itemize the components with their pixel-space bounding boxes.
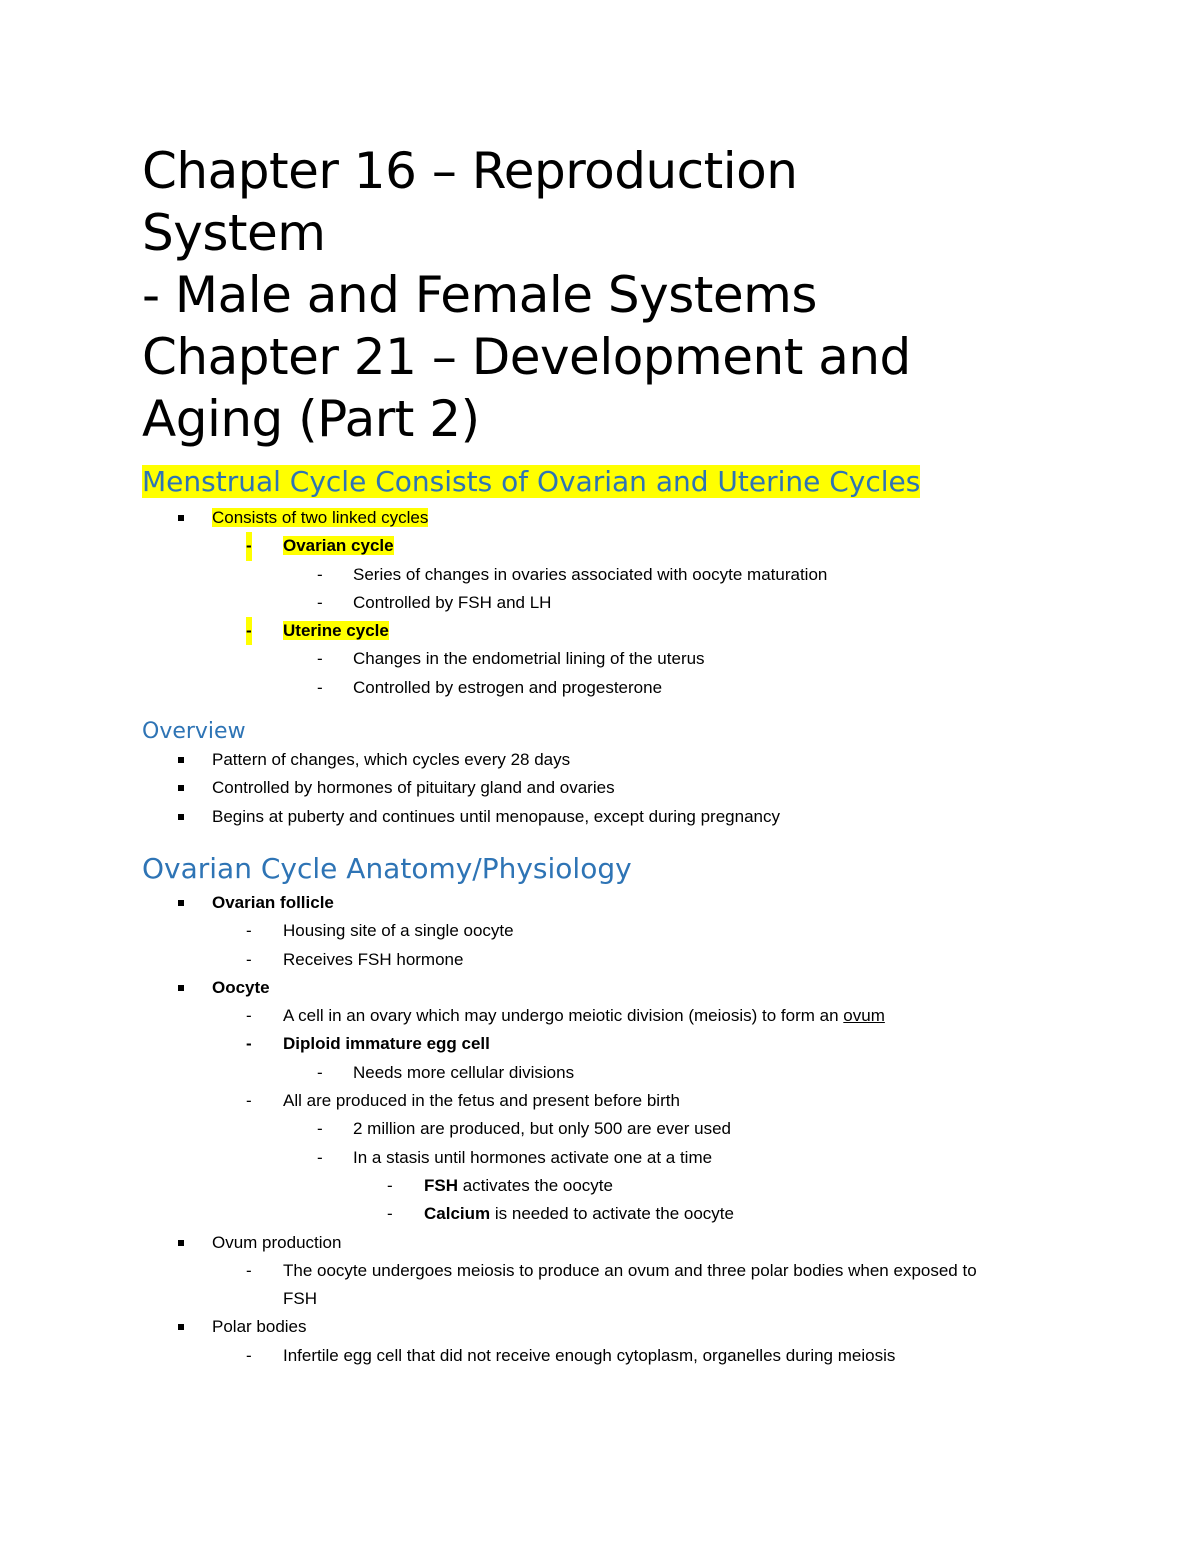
document-title [142, 140, 1042, 450]
list-item [142, 1059, 1042, 1087]
dash-icon: - [317, 1062, 323, 1082]
list-item [142, 1200, 1042, 1228]
item-text: Ovarian follicle [212, 892, 334, 912]
dash-icon: - [246, 1345, 252, 1365]
dash-icon: - [317, 677, 323, 697]
item-text: Receives FSH hormone [283, 949, 464, 969]
title-line: System [142, 204, 326, 262]
item-text: activates the oocyte [458, 1175, 613, 1195]
dash-icon: - [317, 649, 323, 669]
item-text: Controlled by estrogen and progesterone [353, 677, 663, 697]
item-text: Changes in the endometrial lining of the uterus [353, 649, 705, 669]
bullet-square-icon [178, 900, 184, 906]
item-text: Begins at puberty and continues until menopause, except during pregnancy [212, 806, 780, 826]
dash-icon: - [246, 1260, 252, 1280]
dash-icon: - [246, 532, 252, 560]
list-item [142, 1342, 1042, 1370]
item-text: 2 million are produced, but only 500 are ever used [353, 1119, 732, 1139]
item-text: Pattern of changes, which cycles every 28 days [212, 750, 571, 770]
item-text: Uterine cycle [283, 621, 389, 641]
item-text: Needs more cellular divisions [353, 1062, 575, 1082]
list-item [142, 774, 1042, 802]
list-item [142, 617, 1042, 645]
dash-icon: - [246, 1006, 252, 1026]
dash-icon: - [387, 1175, 393, 1195]
ovum-link[interactable]: ovum [843, 1006, 885, 1026]
item-text: All are produced in the fetus and present before birth [283, 1091, 680, 1111]
bullet-square-icon [178, 785, 184, 791]
item-text: Infertile egg cell that did not receive enough cytoplasm, organelles during meiosis [283, 1345, 896, 1365]
section-heading-ovarian-anatomy: Ovarian Cycle Anatomy/Physiology [142, 851, 632, 885]
dash-icon: - [317, 564, 323, 584]
list-item [142, 803, 1042, 831]
list-item [142, 589, 1042, 617]
section-heading-menstrual-cycle [142, 464, 1042, 500]
bullet-square-icon [178, 1240, 184, 1246]
list-item [142, 561, 1042, 589]
title-line: - Male and Female Systems [142, 266, 817, 324]
item-text: Housing site of a single oocyte [283, 921, 514, 941]
list-item [142, 645, 1042, 673]
list-item [142, 1313, 1042, 1341]
list-item [142, 974, 1042, 1002]
bullet-square-icon [178, 1324, 184, 1330]
title-line: Aging (Part 2) [142, 390, 480, 448]
item-text: Series of changes in ovaries associated with oocyte maturation [353, 564, 828, 584]
item-text: A cell in an ovary which may undergo meiotic division (meiosis) to form an [283, 1006, 844, 1026]
list-item [142, 1144, 1042, 1172]
item-text: is needed to activate the oocyte [490, 1204, 734, 1224]
dash-icon: - [317, 1147, 323, 1167]
item-text: In a stasis until hormones activate one at a time [353, 1147, 713, 1167]
list-item [142, 1229, 1042, 1257]
dash-icon: - [246, 1091, 252, 1111]
bullet-square-icon [178, 515, 184, 521]
list-item [142, 504, 1042, 532]
bullet-square-icon [178, 985, 184, 991]
list-item [142, 1257, 1003, 1314]
dash-icon: - [246, 949, 252, 969]
dash-icon: - [387, 1204, 393, 1224]
bullet-square-icon [178, 757, 184, 763]
list-item [142, 917, 1042, 945]
list-item [142, 1030, 1042, 1058]
dash-icon: - [246, 617, 252, 645]
heading-text: Menstrual Cycle Consists of Ovarian and Uterine Cycles [142, 465, 921, 498]
item-text: Diploid immature egg cell [283, 1034, 490, 1054]
item-text: Ovum production [212, 1232, 342, 1252]
title-line: Chapter 21 – Development and [142, 328, 911, 386]
item-text: The oocyte undergoes meiosis to produce an ovum and three polar bodies when exposed to FSH [283, 1260, 977, 1309]
list-item [142, 889, 1042, 917]
item-text-bold: Calcium [424, 1204, 491, 1224]
item-text: Controlled by FSH and LH [353, 592, 552, 612]
list-item [142, 1002, 1042, 1030]
document-content [142, 140, 1042, 1370]
title-line: Chapter 16 – Reproduction [142, 142, 798, 200]
item-text: Consists of two linked cycles [212, 508, 429, 527]
dash-icon: - [317, 592, 323, 612]
section-heading-overview: Overview [142, 719, 246, 745]
list-item [142, 1087, 1042, 1115]
dash-icon: - [317, 1119, 323, 1139]
list-item [142, 746, 1042, 774]
item-text: Controlled by hormones of pituitary gland and ovaries [212, 778, 615, 798]
item-text-bold: FSH [424, 1175, 458, 1195]
item-text: Oocyte [212, 977, 270, 997]
item-text: Polar bodies [212, 1317, 307, 1337]
list-item [142, 1172, 1042, 1200]
bullet-square-icon [178, 814, 184, 820]
item-text: Ovarian cycle [283, 536, 394, 556]
list-item [142, 532, 1042, 560]
dash-icon: - [246, 1034, 252, 1054]
list-item [142, 674, 1042, 702]
list-item [142, 946, 1042, 974]
list-item [142, 1115, 1042, 1143]
dash-icon: - [246, 921, 252, 941]
